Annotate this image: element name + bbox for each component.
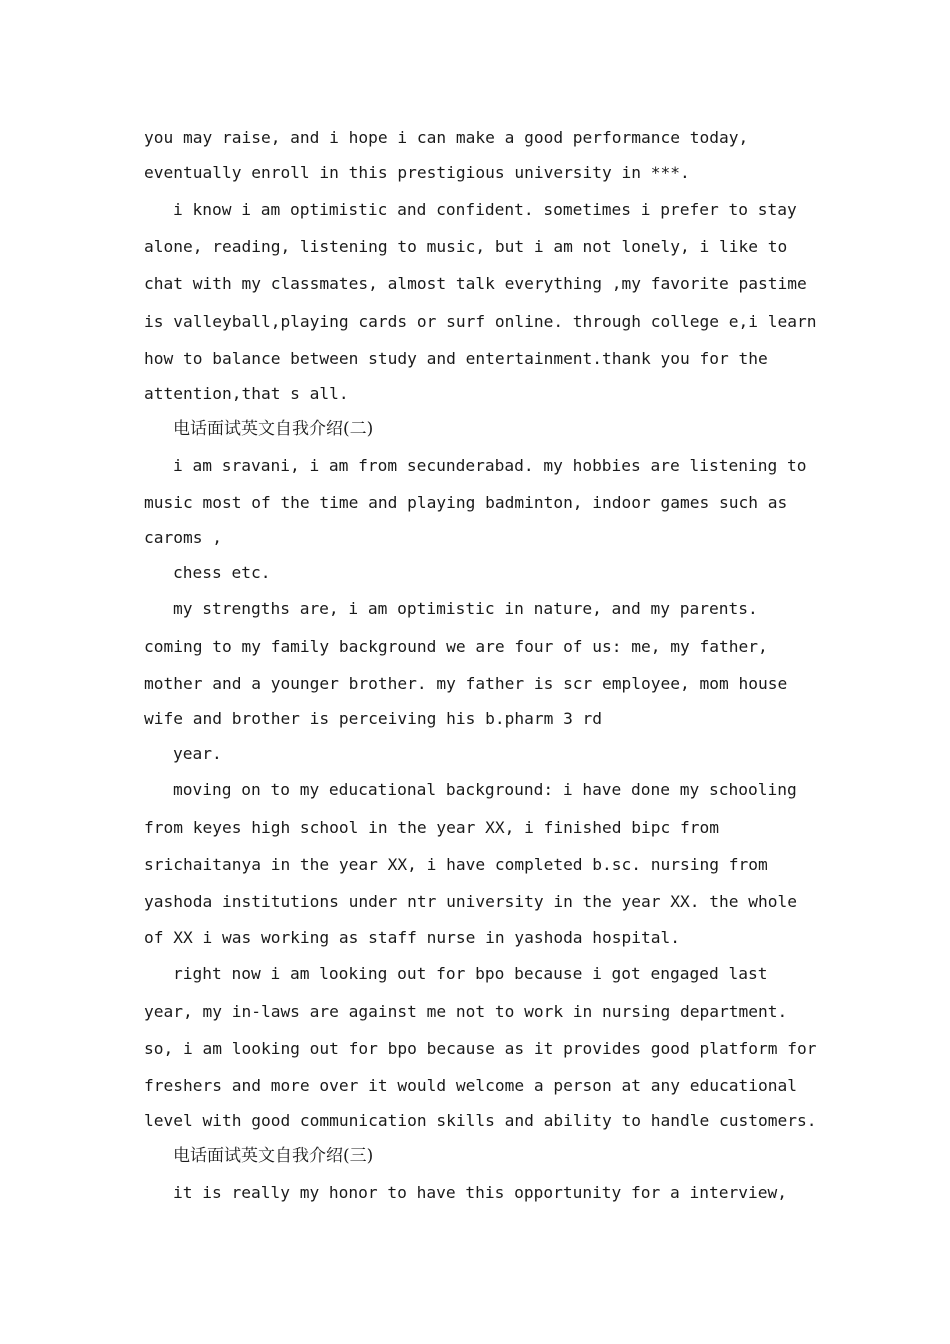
paragraph-line: alone, reading, listening to music, but i am not lonely, i like to	[144, 237, 788, 257]
paragraph-line: moving on to my educational background: i have done my schooling	[173, 780, 797, 800]
paragraph-line: year.	[173, 743, 222, 763]
paragraph-line: year, my in-laws are against me not to work in nursing department.	[144, 1001, 788, 1021]
paragraph-line: of XX i was working as staff nurse in yashoda hospital.	[144, 927, 681, 947]
paragraph-line: my strengths are, i am optimistic in nature, and my parents.	[173, 599, 758, 619]
paragraph-line: freshers and more over it would welcome a person at any educational	[144, 1076, 797, 1096]
paragraph-line: i am sravani, i am from secunderabad. my hobbies are listening to	[173, 455, 807, 475]
paragraph-line: from keyes high school in the year XX, i finished bipc from	[144, 817, 719, 837]
paragraph-line: mother and a younger brother. my father is scr employee, mom house	[144, 673, 788, 693]
document-body	[144, 119, 824, 1211]
section-heading: 电话面试英文自我介绍(二)	[173, 418, 374, 439]
paragraph-line: i know i am optimistic and confident. sometimes i prefer to stay	[173, 199, 797, 219]
paragraph-line: yashoda institutions under ntr university in the year XX. the whole	[144, 892, 797, 912]
paragraph-line: coming to my family background we are four of us: me, my father,	[144, 636, 768, 656]
paragraph-line: right now i am looking out for bpo because i got engaged last	[173, 964, 768, 984]
paragraph-line: caroms ,	[144, 528, 222, 548]
paragraph-line: how to balance between study and entertainment.thank you for the	[144, 349, 768, 369]
paragraph-line: is valleyball,playing cards or surf online. through college e,i learn	[144, 311, 817, 331]
paragraph-line: you may raise, and i hope i can make a good performance today,	[144, 128, 749, 147]
paragraph-line: wife and brother is perceiving his b.pharm 3 rd	[144, 709, 603, 729]
paragraph-line: srichaitanya in the year XX, i have completed b.sc. nursing from	[144, 855, 768, 875]
section-heading: 电话面试英文自我介绍(三)	[173, 1145, 374, 1166]
paragraph-line: music most of the time and playing badminton, indoor games such as	[144, 492, 788, 512]
paragraph-line: level with good communication skills and ability to handle customers.	[144, 1111, 817, 1131]
paragraph-line: so, i am looking out for bpo because as it provides good platform for	[144, 1038, 817, 1058]
paragraph-line: attention,that s all.	[144, 384, 349, 404]
paragraph-line: chess etc.	[173, 562, 271, 582]
paragraph-line: chat with my classmates, almost talk everything ,my favorite pastime	[144, 274, 807, 294]
paragraph-line: eventually enroll in this prestigious university in ***.	[144, 163, 690, 183]
paragraph-line: it is really my honor to have this opportunity for a interview,	[173, 1182, 787, 1202]
